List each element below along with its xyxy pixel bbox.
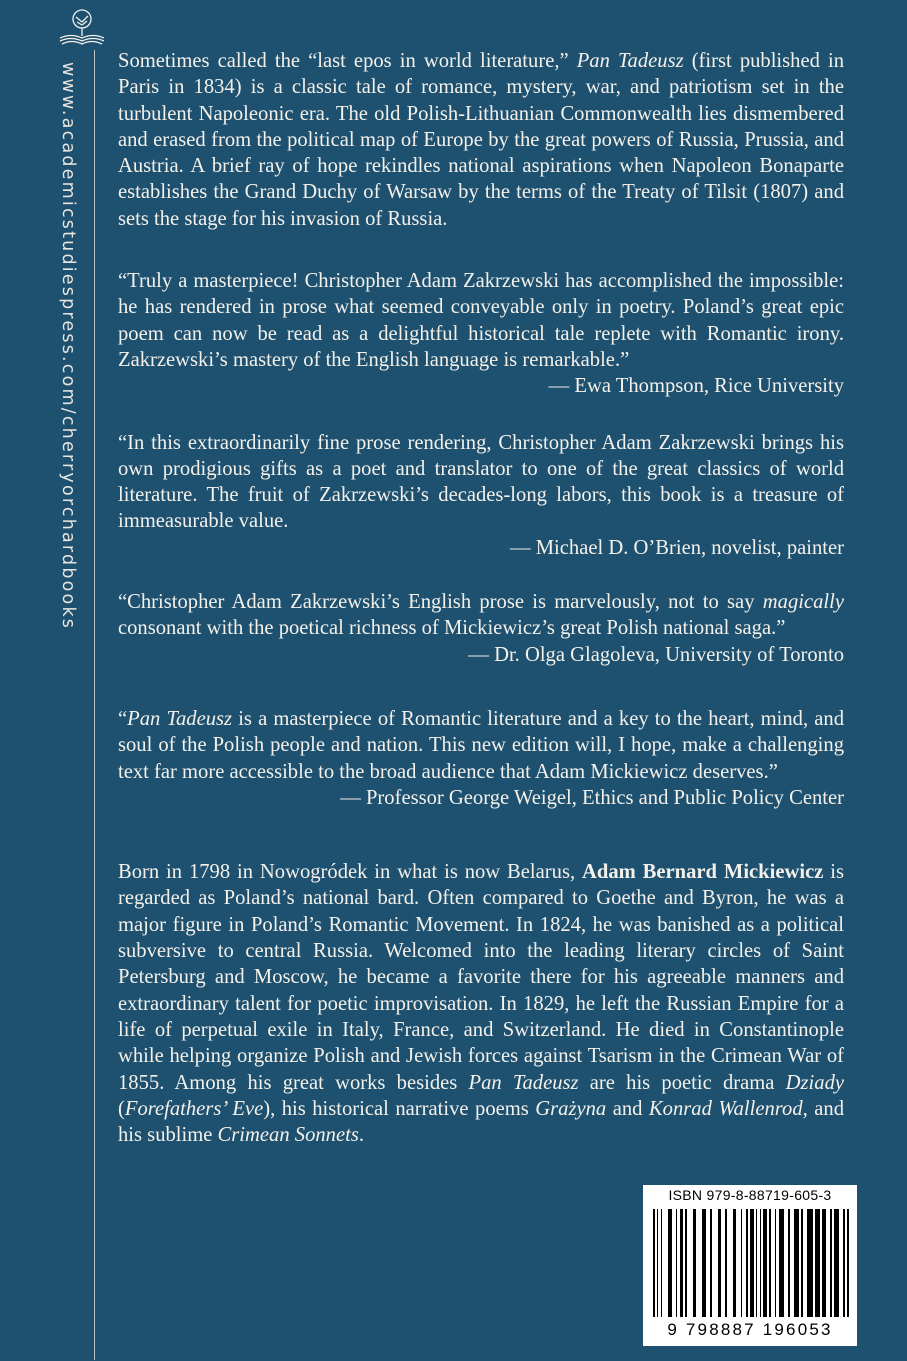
barcode-bar xyxy=(760,1209,762,1317)
barcode-bar xyxy=(775,1209,777,1317)
barcode-bars xyxy=(653,1209,849,1319)
barcode-bar xyxy=(657,1209,659,1317)
review-quote-2: “In this extraordinarily fine prose rendering, Christopher Adam Zakrzewski brings his own prodigious gifts as a poet and translator to one of the great classics of world literature. The fruit of Zakrzewski’s decades-long labors, this book is a treasure of immeasurable value. xyxy=(118,431,844,533)
barcode-bar xyxy=(741,1209,743,1317)
barcode-bar xyxy=(801,1209,803,1317)
back-cover-text xyxy=(118,48,844,1361)
barcode-bar xyxy=(815,1209,820,1317)
barcode-bar xyxy=(847,1209,849,1317)
barcode-bar xyxy=(725,1209,727,1317)
barcode-bar xyxy=(756,1209,758,1317)
barcode-bar xyxy=(668,1209,672,1317)
barcode-bar xyxy=(702,1209,706,1317)
barcode-bar xyxy=(653,1209,655,1317)
review-attribution-4: — Professor George Weigel, Ethics and Public Policy Center xyxy=(340,786,844,809)
review-quote-3: “Christopher Adam Zakrzewski’s English prose is marvelously, not to say magically consonant with the poetical richness of Mickiewicz’s great Polish national saga.” xyxy=(118,591,844,640)
barcode-bar xyxy=(746,1209,748,1317)
review-quote-1: “Truly a masterpiece! Christopher Adam Zakrzewski has accomplished the impossible: he has rendered in prose what seemed conveyable only in poetry. Poland’s great epic poem can now be read as a delightful historical tale replete with Romantic irony. Zakrzewski’s mastery of the English language is remarkable.” xyxy=(118,270,844,371)
isbn-barcode xyxy=(643,1185,857,1346)
margin-divider-line xyxy=(94,50,95,1360)
review-attribution-3: — Dr. Olga Glagoleva, University of Toronto xyxy=(468,643,844,666)
barcode-bar xyxy=(661,1209,663,1317)
barcode-bar xyxy=(685,1209,687,1317)
barcode-digits: 9 798887 196053 xyxy=(667,1320,833,1339)
barcode-bar xyxy=(834,1209,839,1317)
barcode-bar xyxy=(676,1209,678,1317)
barcode-bar xyxy=(693,1209,697,1317)
isbn-label: ISBN 979-8-88719-605-3 xyxy=(668,1187,832,1203)
review-attribution-2: — Michael D. O’Brien, novelist, painter xyxy=(510,536,844,559)
barcode-bar xyxy=(794,1209,799,1317)
review-attribution-1: — Ewa Thompson, Rice University xyxy=(548,375,844,398)
publisher-logo-icon xyxy=(56,8,108,48)
barcode-bar xyxy=(779,1209,784,1317)
review-quote-4: “Pan Tadeusz is a masterpiece of Romantic literature and a key to the heart, mind, and soul of the Polish people and nation. This new edition will, I hope, make a challenging text far more accessible to the broad audience that Adam Mickiewicz deserves.” xyxy=(118,707,844,783)
barcode-bar xyxy=(733,1209,737,1317)
barcode-bar xyxy=(807,1209,812,1317)
barcode-bar xyxy=(718,1209,722,1317)
barcode-bar xyxy=(710,1209,712,1317)
barcode-bar xyxy=(680,1209,684,1317)
barcode-bar xyxy=(763,1209,767,1317)
barcode-bar xyxy=(750,1209,754,1317)
barcode-bar xyxy=(843,1209,845,1317)
barcode-bar xyxy=(822,1209,826,1317)
barcode-bar xyxy=(769,1209,771,1317)
author-bio-paragraph: Born in 1798 in Nowogródek in what is now Belarus, Adam Bernard Mickiewicz is regarded as Poland’s national bard. Often compared to Goethe and Byron, he was a major figure in Poland’s Romantic Movement. In 1824, he was banished as a political subversive to central Russia. Welcomed into the leading literary circles of Saint Petersburg and Moscow, he became a favorite there for his agreeable manners and extraordinary talent for poetic improvisation. In 1829, he left the Russian Empire for a life of perpetual exile in Italy, France, and Switzerland. He died in Constantinople while helping organize Polish and Jewish forces against Tsarism in the Crimean War of 1855. Among his great works besides Pan Tadeusz are his poetic drama Dziady (Forefathers’ Eve), his historical narrative poems Grażyna and Konrad Wallenrod, and his sublime Crimean Sonnets. xyxy=(118,859,844,1148)
description-paragraph: Sometimes called the “last epos in world literature,” Pan Tadeusz (first published in Paris in 1834) is a classic tale of romance, mystery, war, and patriotism set in the turbulent Napoleonic era. The old Polish-Lithuanian Commonwealth lies dismembered and erased from the political map of Europe by the great powers of Russia, Prussia, and Austria. A brief ray of hope rekindles national aspirations when Napoleon Bonaparte establishes the Grand Duchy of Warsaw by the terms of the Treaty of Tilsit (1807) and sets the stage for his invasion of Russia. xyxy=(118,50,845,230)
barcode-bar xyxy=(788,1209,790,1317)
barcode-bar xyxy=(830,1209,832,1317)
publisher-url-vertical: www.academicstudiespress.com/cherryorchardbooks xyxy=(58,62,78,631)
